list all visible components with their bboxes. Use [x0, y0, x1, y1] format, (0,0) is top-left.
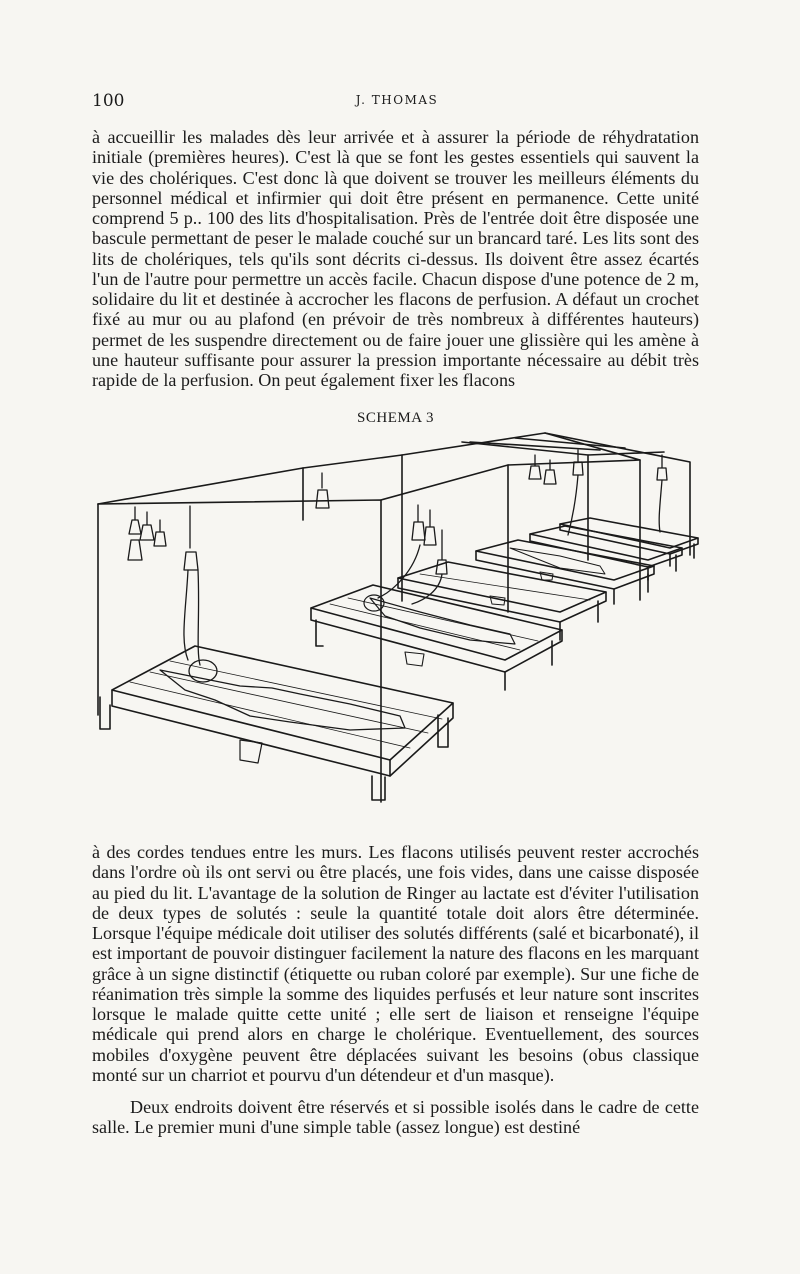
bed-1 [100, 646, 453, 800]
running-head: J. THOMAS [355, 93, 439, 107]
potence-frame [98, 433, 690, 802]
paragraph-2: à des cordes tendues entre les murs. Les flacons utilisés peuvent rester accrochés dans l'ordre où ils ont servi ou être placés, une fois vides, dans une caisse disposée au pied du lit. L'avantage de la solution de Ringer au lactate est d'éviter l'utilisation de deux types de solutés : seule la quantité totale doit alors être déterminée. Lorsque l'équipe médicale doit utiliser des solutés différents (salé et bicarbonaté), il est important de pouvoir distinguer facilement la nature des flacons en les marquant grâce à un signe distinctif (étiquette ou ruban coloré par exemple). Sur une fiche de réanimation très simple la somme des liquides perfusés et leur nature sont inscrites lorsque le malade quitte cette unité ; elle sert de liaison et renseigne l'équipe médicale qui prend alors en charge le cholérique. Eventuellement, des sources mobiles d'oxygène peuvent être déplacées suivant les besoins (obus classique monté sur un charriot et pourvu d'un détendeur et d'un masque). [92, 842, 699, 1085]
page-number: 100 [92, 91, 125, 111]
figure-caption: SCHEMA 3 [357, 410, 434, 426]
paragraph-3: Deux endroits doivent être réservés et si possible isolés dans le cadre de cette salle. Le premier muni d'une simple table (assez longue) est destiné [92, 1097, 699, 1138]
bed-2 [311, 585, 562, 690]
cholera-ward-illustration [90, 425, 702, 817]
page-header [92, 91, 702, 115]
paragraph-1: à accueillir les malades dès leur arrivée et à assurer la période de réhydratation initiale (premières heures). C'est là que se font les gestes essentiels qui sauvent la vie des cholériques. C'est donc là que doivent se trouver les meilleurs éléments du personnel médical et infirmier qui doit être présent en permanence. Cette unité comprend 5 p.. 100 des lits d'hospitalisation. Près de l'entrée doit être disposée une bascule permettant de peser le malade couché sur un brancard taré. Les lits sont des lits de cholériques, tels qu'ils sont décrits ci-dessus. Ils doivent être assez écartés l'un de l'autre pour permettre un accès facile. Chacun dispose d'une potence de 2 m, solidaire du lit et destinée à accrocher les flacons de perfusion. A défaut un crochet fixé au mur ou au plafond (en prévoir de très nombreux à différentes hauteurs) permet de les suspendre directement ou de faire jouer une glissière qui les amène à une hauteur suffisante pour assurer la pression importante nécessaire au débit très rapide de la perfusion. On peut également fixer les flacons [92, 127, 699, 390]
perfusion-flasks [128, 450, 667, 665]
bed-6 [560, 518, 698, 566]
